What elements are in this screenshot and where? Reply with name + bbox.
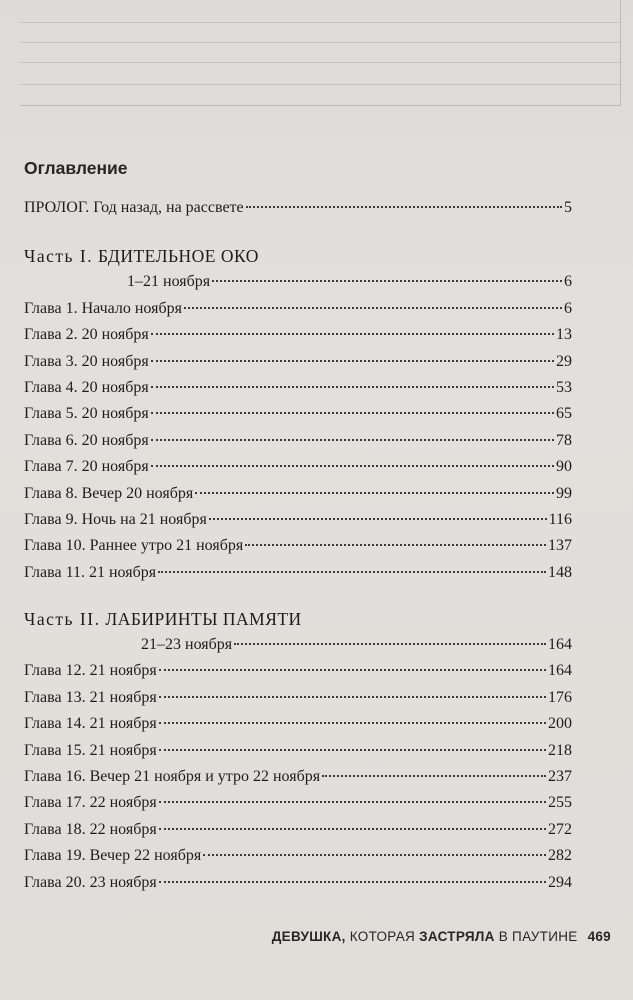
entry-page: 148: [548, 563, 572, 581]
dot-leader: [322, 775, 546, 777]
footer-title-word: В ПАУТИНЕ: [494, 929, 578, 944]
entry-label: 21–23 ноября: [141, 636, 233, 654]
toc-heading: Оглавление: [24, 158, 128, 178]
dot-leader: [151, 412, 554, 414]
dot-leader: [159, 801, 546, 803]
toc-entry-chapter[interactable]: [24, 711, 572, 737]
entry-page: 218: [548, 741, 572, 759]
dot-leader: [234, 643, 546, 645]
entry-page: 29: [556, 352, 572, 370]
dot-leader: [159, 669, 546, 671]
entry-page: 176: [548, 688, 572, 706]
dot-leader: [159, 749, 546, 751]
entry-label: Глава 14. 21 ноября: [24, 715, 157, 733]
part-heading: [24, 606, 572, 632]
part-label: Часть II.: [24, 609, 101, 630]
dot-leader: [203, 854, 546, 856]
dot-leader: [158, 571, 546, 573]
entry-label: Глава 11. 21 ноября: [24, 563, 157, 581]
entry-page: 137: [548, 537, 572, 555]
toc-entry-chapter[interactable]: [24, 790, 572, 816]
entry-page: 6: [564, 273, 572, 291]
toc-entry-chapter[interactable]: [24, 507, 572, 533]
footer-title-word: ЗАСТРЯЛА: [419, 929, 495, 944]
toc-entry-chapter[interactable]: [24, 843, 572, 869]
dot-leader: [159, 828, 546, 830]
toc-entry-chapter[interactable]: [24, 375, 572, 401]
entry-page: 99: [556, 484, 572, 502]
dot-leader: [209, 518, 547, 520]
dot-leader: [245, 544, 546, 546]
toc-entry-chapter[interactable]: [24, 322, 572, 348]
bleed-through-decoration: [20, 0, 621, 106]
entry-page: 255: [548, 794, 572, 812]
toc-entry-chapter[interactable]: [24, 685, 572, 711]
entry-label: Глава 15. 21 ноября: [24, 741, 157, 759]
dot-leader: [212, 280, 562, 282]
entry-label: Глава 8. Вечер 20 ноября: [24, 484, 194, 502]
entry-label: Глава 9. Ночь на 21 ноября: [24, 510, 207, 528]
dot-leader: [151, 333, 554, 335]
entry-label: Глава 10. Раннее утро 21 ноября: [24, 537, 244, 555]
entry-page: 13: [556, 326, 572, 344]
entry-page: 237: [548, 768, 572, 786]
dot-leader: [184, 307, 562, 309]
entry-page: 164: [548, 636, 572, 654]
toc-entry-chapter[interactable]: [24, 349, 572, 375]
entry-page: 53: [556, 378, 572, 396]
toc-entry-chapter[interactable]: [24, 764, 572, 790]
dot-leader: [159, 696, 546, 698]
entry-page: 90: [556, 458, 572, 476]
entry-page: 282: [548, 847, 572, 865]
entry-label: Глава 7. 20 ноября: [24, 458, 149, 476]
toc-entry-chapter[interactable]: [24, 454, 572, 480]
entry-page: 164: [548, 662, 572, 680]
part-label: Часть I.: [24, 246, 94, 267]
entry-page: 78: [556, 431, 572, 449]
toc-entry-chapter[interactable]: [24, 817, 572, 843]
entry-label: Глава 3. 20 ноября: [24, 352, 149, 370]
toc-entry-chapter[interactable]: [24, 428, 572, 454]
dot-leader: [151, 386, 554, 388]
entry-label: Глава 6. 20 ноября: [24, 431, 149, 449]
toc-entry-chapter[interactable]: [24, 738, 572, 764]
dot-leader: [195, 492, 554, 494]
table-of-contents: [24, 155, 572, 896]
toc-entry-prologue[interactable]: [24, 195, 572, 221]
toc-entry-part-dates[interactable]: [24, 632, 572, 658]
entry-page: 116: [548, 510, 572, 528]
dot-leader: [151, 439, 554, 441]
entry-label: Глава 2. 20 ноября: [24, 326, 149, 344]
entry-label: Глава 20. 23 ноября: [24, 873, 157, 891]
dot-leader: [151, 360, 554, 362]
toc-entry-chapter[interactable]: [24, 870, 572, 896]
page-number: 469: [587, 929, 611, 944]
footer-title-word: ДЕВУШКА,: [271, 929, 346, 944]
entry-page: 200: [548, 715, 572, 733]
entry-label: Глава 17. 22 ноября: [24, 794, 157, 812]
entry-label: 1–21 ноября: [127, 273, 211, 291]
entry-page: 294: [548, 873, 572, 891]
dot-leader: [159, 881, 546, 883]
entry-page: 6: [564, 299, 572, 317]
dot-leader: [159, 722, 546, 724]
entry-page: 65: [556, 405, 572, 423]
part-title: ЛАБИРИНТЫ ПАМЯТИ: [105, 609, 302, 630]
entry-label: Глава 13. 21 ноября: [24, 688, 157, 706]
part-title: БДИТЕЛЬНОЕ ОКО: [98, 246, 259, 267]
dot-leader: [151, 465, 554, 467]
toc-entry-chapter[interactable]: [24, 481, 572, 507]
part-heading: [24, 243, 572, 269]
toc-entry-chapter[interactable]: [24, 296, 572, 322]
entry-label: Глава 16. Вечер 21 ноября и утро 22 ноября: [24, 768, 321, 786]
entry-page: 272: [548, 820, 572, 838]
dot-leader: [246, 206, 562, 208]
entry-label: Глава 18. 22 ноября: [24, 820, 157, 838]
entry-label: Глава 1. Начало ноября: [24, 299, 182, 317]
toc-entry-chapter[interactable]: [24, 401, 572, 427]
toc-entry-chapter[interactable]: [24, 658, 572, 684]
entry-label: ПРОЛОГ. Год назад, на рассвете: [24, 199, 244, 216]
entry-label: Глава 19. Вечер 22 ноября: [24, 847, 202, 865]
running-footer: [272, 929, 611, 944]
entry-label: Глава 12. 21 ноября: [24, 662, 157, 680]
entry-label: Глава 4. 20 ноября: [24, 378, 149, 396]
entry-page: 5: [564, 199, 572, 216]
toc-entry-part-dates[interactable]: [24, 269, 572, 295]
toc-entry-chapter[interactable]: [24, 533, 572, 559]
toc-entry-chapter[interactable]: [24, 560, 572, 586]
footer-title-word: КОТОРАЯ: [345, 929, 420, 944]
entry-label: Глава 5. 20 ноября: [24, 405, 149, 423]
